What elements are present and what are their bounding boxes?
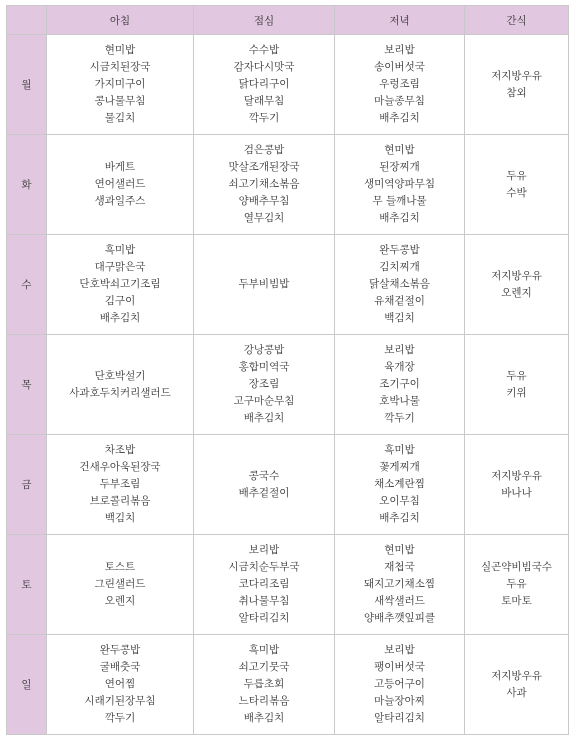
menu-item: 흑미밥 [248, 644, 280, 656]
menu-item: 사과 [506, 686, 527, 699]
menu-item: 단호박쇠고기조림 [79, 278, 161, 290]
menu-item: 바나나 [501, 486, 532, 499]
menu-item: 배추김치 [243, 412, 285, 424]
menu-item: 가지미구이 [94, 78, 146, 90]
menu-item: 쇠고기채소볶음 [228, 178, 300, 190]
menu-item: 강낭콩밥 [243, 344, 285, 356]
menu-item: 양배추깻잎피클 [363, 612, 435, 624]
menu-item: 콩국수 [248, 469, 280, 482]
menu-item: 시래기된장무침 [84, 695, 156, 707]
header-corner [7, 6, 47, 35]
snack-cell [465, 235, 569, 335]
menu-item: 두부비빔밥 [238, 278, 290, 290]
menu-item: 사과호두치커리샐러드 [69, 386, 171, 399]
breakfast-cell [47, 335, 194, 435]
weekly-meal-table [6, 5, 569, 735]
menu-item: 두유 [506, 169, 527, 182]
dinner-cell [335, 335, 465, 435]
menu-item: 백김치 [384, 312, 415, 324]
menu-item: 닭살채소볶음 [369, 278, 430, 290]
day-label: 수 [7, 235, 47, 335]
menu-item: 보리밥 [384, 644, 415, 656]
day-label: 월 [7, 35, 47, 135]
day-label: 금 [7, 435, 47, 535]
menu-item: 마늘종무침 [374, 95, 425, 107]
header-lunch: 점심 [194, 6, 335, 35]
snack-cell [465, 35, 569, 135]
menu-item: 실곤약비빔국수 [480, 561, 552, 573]
menu-item: 굴배춧국 [99, 661, 141, 673]
breakfast-cell [47, 635, 194, 735]
menu-item: 백김치 [104, 512, 136, 524]
menu-item: 물김치 [104, 112, 136, 124]
menu-item: 두유 [506, 578, 527, 590]
menu-item: 배추김치 [379, 112, 420, 124]
menu-item: 저지방우유 [491, 469, 542, 482]
menu-item: 바게트 [104, 161, 136, 173]
menu-item: 수수밥 [248, 44, 280, 56]
menu-item: 감자다시맛국 [233, 61, 295, 73]
menu-item: 우렁조림 [379, 78, 420, 90]
table-row [7, 435, 569, 535]
dinner-cell [335, 435, 465, 535]
menu-item: 취나물무침 [238, 595, 290, 607]
day-label: 토 [7, 535, 47, 635]
menu-item: 새싹샐러드 [374, 595, 425, 607]
snack-cell [465, 535, 569, 635]
menu-item: 깍두기 [104, 712, 136, 724]
menu-item: 느타리볶음 [238, 695, 290, 707]
menu-item: 오렌지 [501, 286, 532, 299]
menu-item: 깍두기 [384, 412, 415, 424]
menu-item: 검은콩밥 [243, 144, 285, 156]
day-label: 목 [7, 335, 47, 435]
menu-item: 보리밥 [384, 344, 415, 356]
table-row [7, 35, 569, 135]
menu-item: 김치찌개 [379, 261, 420, 273]
dinner-cell [335, 535, 465, 635]
menu-item: 참외 [506, 86, 527, 99]
menu-item: 조기구이 [379, 378, 420, 390]
menu-item: 장조림 [248, 378, 280, 390]
menu-item: 연어찜 [104, 678, 136, 690]
menu-item: 현미밥 [384, 144, 415, 156]
lunch-cell [194, 35, 335, 135]
menu-item: 열무김치 [243, 212, 285, 224]
menu-item: 저지방우유 [491, 269, 542, 282]
breakfast-cell [47, 35, 194, 135]
menu-item: 완두콩밥 [379, 244, 420, 256]
lunch-cell [194, 335, 335, 435]
menu-item: 토마토 [501, 595, 532, 607]
menu-item: 호박나물 [379, 395, 420, 407]
menu-item: 두릅초회 [243, 678, 285, 690]
menu-item: 알타리김치 [238, 612, 290, 624]
menu-item: 완두콩밥 [99, 644, 141, 656]
lunch-cell [194, 635, 335, 735]
menu-item: 송이버섯국 [374, 61, 425, 73]
menu-item: 차조밥 [104, 444, 136, 456]
menu-item: 시금치순두부국 [228, 561, 300, 573]
table-row [7, 335, 569, 435]
menu-item: 양배추무침 [238, 195, 290, 207]
snack-cell [465, 135, 569, 235]
menu-item: 현미밥 [104, 44, 136, 56]
lunch-cell [194, 235, 335, 335]
menu-item: 무 들깨나물 [372, 195, 427, 207]
menu-item: 된장찌개 [379, 161, 420, 173]
table-body [7, 35, 569, 735]
table-row [7, 135, 569, 235]
menu-item: 꽃게찌개 [379, 461, 420, 473]
menu-item: 오이무침 [379, 495, 420, 507]
menu-item: 육개장 [384, 361, 415, 373]
menu-item: 맛살조개된장국 [228, 161, 300, 173]
breakfast-cell [47, 535, 194, 635]
table-row [7, 535, 569, 635]
table-row [7, 235, 569, 335]
menu-item: 흑미밥 [384, 444, 415, 456]
menu-item: 그린샐러드 [94, 578, 146, 590]
lunch-cell [194, 135, 335, 235]
menu-item: 저지방우유 [491, 669, 542, 682]
menu-item: 생과일주스 [94, 195, 146, 207]
menu-item: 보리밥 [248, 544, 280, 556]
menu-item: 고등어구이 [374, 678, 425, 690]
menu-item: 팽이버섯국 [374, 661, 425, 673]
header-row [7, 6, 569, 35]
menu-item: 깍두기 [248, 112, 280, 124]
menu-item: 김구이 [104, 295, 136, 307]
menu-item: 달래무침 [243, 95, 285, 107]
menu-item: 현미밥 [384, 544, 415, 556]
menu-item: 채소계란찜 [374, 478, 425, 490]
lunch-cell [194, 435, 335, 535]
day-label: 일 [7, 635, 47, 735]
day-label: 화 [7, 135, 47, 235]
menu-item: 키위 [506, 386, 527, 399]
menu-item: 배추김치 [99, 312, 141, 324]
menu-item: 배추김치 [243, 712, 285, 724]
menu-item: 알타리김치 [374, 712, 425, 724]
menu-item: 건새우아욱된장국 [79, 461, 161, 473]
breakfast-cell [47, 435, 194, 535]
menu-item: 보리밥 [384, 44, 415, 56]
menu-item: 배추김치 [379, 212, 420, 224]
dinner-cell [335, 235, 465, 335]
header-snack: 간식 [465, 6, 569, 35]
menu-item: 수박 [506, 186, 527, 199]
menu-item: 쇠고기뭇국 [238, 661, 290, 673]
menu-item: 단호박설기 [94, 369, 146, 382]
menu-item: 마늘장아찌 [374, 695, 425, 707]
dinner-cell [335, 135, 465, 235]
menu-item: 코다리조림 [238, 578, 290, 590]
menu-item: 브로콜리볶음 [89, 495, 151, 507]
menu-item: 배추겉절이 [238, 486, 290, 499]
menu-item: 유채겉절이 [374, 295, 425, 307]
snack-cell [465, 635, 569, 735]
menu-item: 배추김치 [379, 512, 420, 524]
menu-item: 콩나물무침 [94, 95, 146, 107]
menu-item: 닭다리구이 [238, 78, 290, 90]
dinner-cell [335, 35, 465, 135]
table-row [7, 635, 569, 735]
snack-cell [465, 335, 569, 435]
menu-item: 저지방우유 [491, 69, 542, 82]
menu-item: 연어샐러드 [94, 178, 146, 190]
menu-item: 생미역양파무침 [363, 178, 435, 190]
menu-item: 시금치된장국 [89, 61, 151, 73]
menu-item: 두부조림 [99, 478, 141, 490]
dinner-cell [335, 635, 465, 735]
menu-item: 대구맑은국 [94, 261, 146, 273]
menu-item: 재첩국 [384, 561, 415, 573]
breakfast-cell [47, 135, 194, 235]
header-breakfast: 아침 [47, 6, 194, 35]
lunch-cell [194, 535, 335, 635]
snack-cell [465, 435, 569, 535]
menu-item: 고구마순무침 [233, 395, 295, 407]
menu-item: 토스트 [104, 561, 136, 573]
menu-item: 흑미밥 [104, 244, 136, 256]
menu-item: 두유 [506, 369, 527, 382]
table-header [7, 6, 569, 35]
breakfast-cell [47, 235, 194, 335]
header-dinner: 저녁 [335, 6, 465, 35]
menu-item: 오렌지 [104, 595, 136, 607]
menu-item: 홍합미역국 [238, 361, 290, 373]
menu-item: 돼지고기채소찜 [363, 578, 435, 590]
